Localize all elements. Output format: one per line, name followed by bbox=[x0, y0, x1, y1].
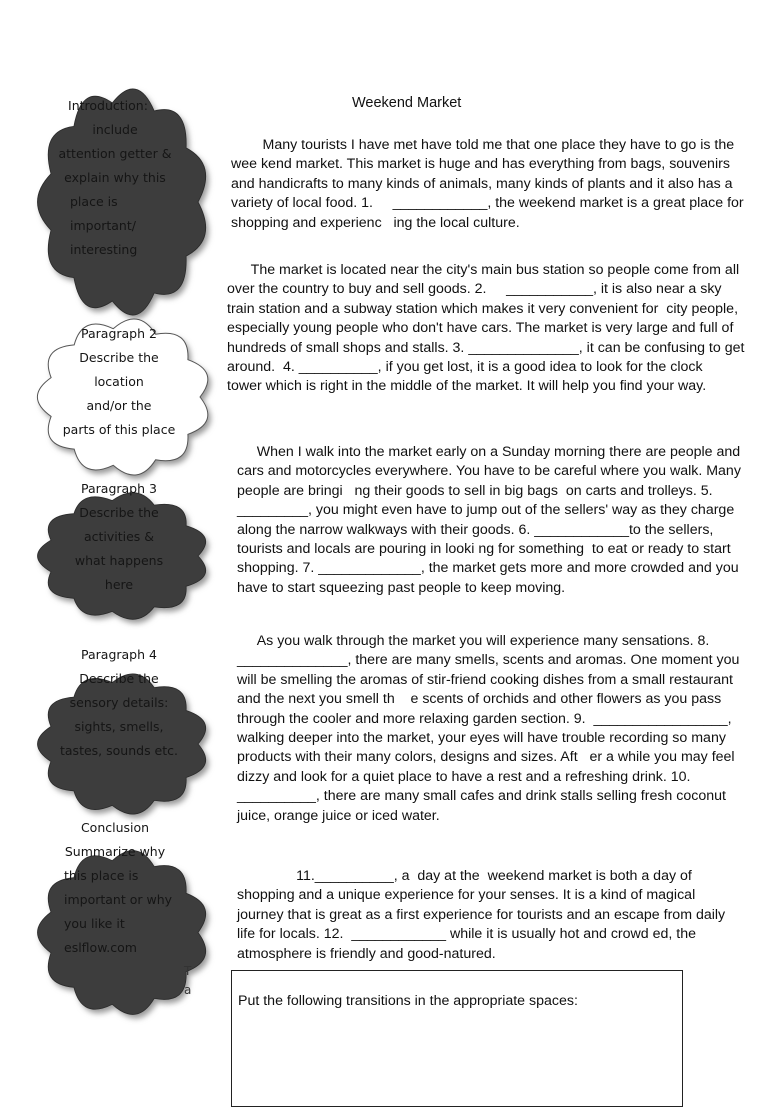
note-line: sensory details: bbox=[69, 695, 169, 710]
paragraph-text: 11.__________, a day at the weekend market is both a day of shopping and a unique experience for your senses. It is a kind of magical journey that is great as a first experience for tourists and an escape from daily life for locals. 12. ____________ while it is usually hot and crowd ed, the atmosphere is friendly and good-natured. bbox=[237, 868, 730, 962]
note-line: Describe the bbox=[79, 671, 159, 686]
paragraph-text: As you walk through the market you will experience many sensations. 8. ______________, there are many smells, scents and aromas. One moment you will be smelling the aromas of stir-friend cooking dishes from a small restaurant and the next you smell th e scents of orchids and other flowers as you pass through the cooler and more relaxing garden section. 9. _________________, walking deeper into the market, your eyes will have trouble recording so many products with their many colors, designs and sizes. Aft er a while you may feel dizzy and look for a quiet place to have a rest and a refreshing drink. 10. __________, there are many small cafes and drink stalls selling fresh coconut juice, orange juice or iced water. bbox=[237, 633, 744, 824]
note-paragraph-4 bbox=[44, 643, 194, 763]
note-line: Paragraph 2 bbox=[81, 326, 157, 341]
note-line: place is bbox=[70, 194, 118, 209]
note-conclusion bbox=[40, 816, 190, 960]
note-line: sights, smells, bbox=[74, 719, 164, 734]
note-line: parts of this place bbox=[62, 422, 176, 437]
paragraph-text: The market is located near the city's main bus station so people come from all over the country to buy and sell goods. 2. ___________, it is also near a sky train station and a subway station which makes it very convenient for city people, especially young people who don't have cars. The market is very large and full of hundreds of small shops and stalls. 3. ______________, it can be confusing to get around. 4. __________, if you get lost, it is a good idea to look for the clock tower which is right in the middle of the market. It will help you find your way. bbox=[227, 262, 749, 395]
transitions-box[interactable] bbox=[231, 970, 683, 1107]
note-line: Summarize why bbox=[64, 844, 166, 859]
note-line: interesting bbox=[70, 242, 138, 257]
paragraph-4 bbox=[237, 632, 749, 826]
note-paragraph-2 bbox=[44, 322, 194, 442]
note-line: important or why bbox=[64, 892, 173, 907]
paragraph-text: When I walk into the market early on a Sunday morning there are people and cars and motorcycles everywhere. You have to be careful where you walk. Many people are bringi ng their goods to sell in big bags on carts and trolleys. 5. _________, you might even have to jump out of the sellers' way as they charge along the narrow walkways with their goods. 6. ____________to the sellers, tourists and locals are pouring in looki ng for something to eat or ready to start shopping. 7. _____________, the market gets more and more crowded and you have to start squeezing past people to keep moving. bbox=[237, 444, 745, 596]
note-line: location bbox=[94, 374, 144, 389]
note-line: what happens bbox=[74, 553, 164, 568]
note-introduction bbox=[40, 94, 190, 262]
note-line: important/ bbox=[70, 218, 136, 233]
note-line: activities & bbox=[83, 529, 155, 544]
page-title: Weekend Market bbox=[352, 95, 462, 111]
note-line: explain why this bbox=[64, 170, 166, 185]
note-line: Conclusion bbox=[80, 820, 150, 835]
note-line: Introduction: bbox=[68, 98, 148, 113]
note-line: Paragraph 4 bbox=[81, 647, 157, 662]
stray-glyph: a bbox=[184, 983, 192, 997]
paragraph-5 bbox=[237, 867, 737, 964]
note-line: attention getter & bbox=[58, 146, 172, 161]
note-line: eslflow.com bbox=[64, 940, 137, 955]
transitions-label: Put the following transitions in the appropriate spaces: bbox=[238, 993, 578, 1009]
paragraph-3 bbox=[237, 443, 747, 598]
note-line: tastes, sounds etc. bbox=[60, 743, 178, 758]
note-line: Describe the bbox=[79, 350, 159, 365]
note-line: here bbox=[104, 577, 134, 592]
note-line: you like it bbox=[64, 916, 125, 931]
paragraph-1 bbox=[231, 136, 746, 233]
note-line: Describe the bbox=[79, 505, 159, 520]
note-line: this place is bbox=[64, 868, 139, 883]
note-line: Paragraph 3 bbox=[81, 481, 157, 496]
stray-glyph: T bbox=[184, 964, 192, 978]
note-paragraph-3 bbox=[44, 477, 194, 597]
note-line: and/or the bbox=[86, 398, 152, 413]
paragraph-2 bbox=[227, 261, 747, 397]
paragraph-text: Many tourists I have met have told me that one place they have to go is the wee kend market. This market is huge and has everything from bags, souvenirs and handicrafts to many kinds of animals, many kinds of plants and it also has a variety of local food. 1. ____________, the weekend market is a great place for shopping and experienc ing the local culture. bbox=[231, 137, 748, 231]
note-line: include bbox=[92, 122, 138, 137]
